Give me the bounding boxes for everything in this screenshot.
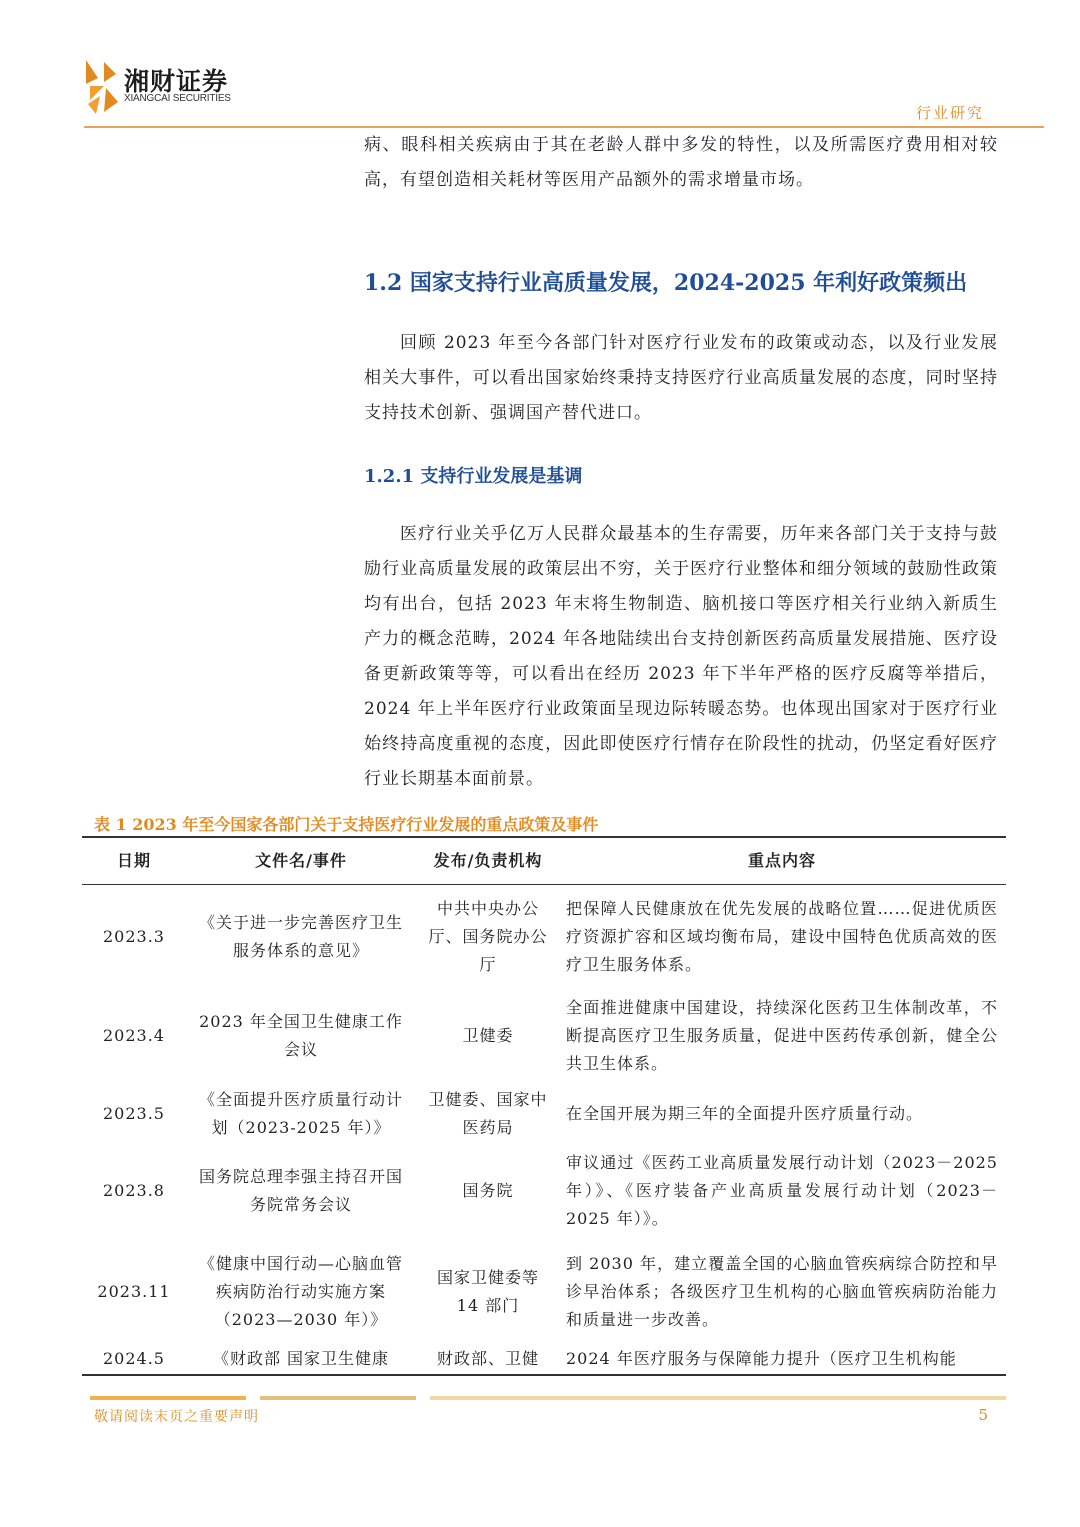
row-key: 到 2030 年，建立覆盖全国的心脑血管疾病综合防控和早诊早治体系；各级医疗卫生机构的心脑血管疾病防治能力和质量进一步改善。 — [566, 1254, 998, 1329]
row-org: 国家卫健委等 14 部门 — [436, 1268, 539, 1315]
subsection-heading: 1.2.1 支持行业发展是基调 — [364, 466, 583, 487]
page-number: 5 — [978, 1406, 988, 1424]
table-row — [82, 1244, 1006, 1340]
policy-table — [82, 838, 1006, 1374]
footer-color-bars — [90, 1396, 1006, 1400]
header-doc: 文件名/事件 — [255, 851, 347, 870]
row-date: 2023.4 — [103, 1026, 165, 1045]
row-org: 财政部、卫健 — [436, 1349, 539, 1368]
row-date: 2023.5 — [103, 1104, 165, 1123]
row-doc: 《财政部 国家卫生健康 — [212, 1349, 390, 1368]
row-org: 卫健委、国家中医药局 — [428, 1090, 548, 1137]
row-key: 在全国开展为期三年的全面提升医疗质量行动。 — [566, 1104, 924, 1123]
row-key: 全面推进健康中国建设，持续深化医药卫生体制改革，不断提高医疗卫生服务质量，促进中医药传承创新，健全公共卫生体系。 — [566, 998, 998, 1073]
row-doc: 《关于进一步完善医疗卫生服务体系的意见》 — [198, 913, 403, 960]
header-org: 发布/负责机构 — [433, 851, 543, 870]
logo-mark-icon — [82, 56, 122, 116]
table-row — [82, 888, 1006, 986]
table-row — [82, 1344, 1006, 1374]
row-date: 2023.11 — [97, 1282, 171, 1301]
section-label: 行业研究 — [915, 104, 984, 122]
row-org: 卫健委 — [462, 1026, 514, 1045]
section-heading: 1.2 国家支持行业高质量发展，2024-2025 年利好政策频出 — [364, 270, 968, 296]
header-date: 日期 — [116, 851, 151, 870]
row-doc: 《全面提升医疗质量行动计划（2023-2025 年）》 — [198, 1090, 403, 1137]
table-row — [82, 988, 1006, 1084]
row-key: 把保障人民健康放在优先发展的战略位置……促进优质医疗资源扩容和区域均衡布局，建设中国特色优质高效的医疗卫生服务体系。 — [566, 899, 998, 974]
footer-bar — [260, 1396, 416, 1400]
footer-bar — [430, 1396, 1006, 1400]
row-doc: 《健康中国行动—心脑血管疾病防治行动实施方案（2023—2030 年）》 — [198, 1254, 403, 1329]
paragraph-continuation: 病、眼科相关疾病由于其在老龄人群中多发的特性，以及所需医疗费用相对较高，有望创造相关耗材等医用产品额外的需求增量市场。 — [364, 135, 998, 190]
row-org: 国务院 — [462, 1181, 514, 1200]
row-doc: 2023 年全国卫生健康工作会议 — [199, 1012, 403, 1059]
row-doc: 国务院总理李强主持召开国务院常务会议 — [198, 1167, 403, 1214]
row-key: 审议通过《医药工业高质量发展行动计划（2023－2025 年）》、《医疗装备产业高质量发展行动计划（2023－2025 年）》。 — [566, 1153, 998, 1228]
brand-name-en: XIANGCAI SECURITIES — [124, 93, 231, 104]
paragraph-review: 回顾 2023 年至今各部门针对医疗行业发布的政策或动态，以及行业发展相关大事件，可以看出国家始终秉持支持医疗行业高质量发展的态度，同时坚持支持技术创新、强调国产替代进口。 — [364, 333, 998, 423]
header-key: 重点内容 — [747, 851, 816, 870]
row-date: 2024.5 — [103, 1349, 165, 1368]
brand-name-cn: 湘财证券 — [124, 67, 229, 96]
table-caption: 表 1 2023 年至今国家各部门关于支持医疗行业发展的重点政策及事件 — [94, 815, 599, 834]
table-bottom-rule — [82, 1374, 1006, 1376]
company-logo — [82, 56, 232, 118]
table-row — [82, 1086, 1006, 1142]
row-key: 2024 年医疗服务与保障能力提升（医疗卫生机构能 — [566, 1349, 957, 1368]
row-date: 2023.8 — [103, 1181, 165, 1200]
row-date: 2023.3 — [103, 927, 165, 946]
table-row — [82, 1146, 1006, 1236]
footer-disclaimer: 敬请阅读末页之重要声明 — [94, 1409, 259, 1425]
paragraph-policy: 医疗行业关乎亿万人民群众最基本的生存需要，历年来各部门关于支持与鼓励行业高质量发展的政策层出不穷，关于医疗行业整体和细分领域的鼓励性政策均有出台，包括 2023 年末将生物制造、脑机接口等医疗相关行业纳入新质生产力的概念范畴，2024 年各地陆续出台支持创新医药高质量发展措施、医疗设备更新政策等等，可以看出在经历 2023 年下半年严格的医疗反腐等举措后，2024 年上半年医疗行业政策面呈现边际转暖态势。也体现出国家对于医疗行业始终持高度重视的态度，因此即使医疗行情存在阶段性的扰动，仍坚定看好医疗行业长期基本面前景。 — [364, 524, 998, 789]
footer-bar — [90, 1396, 246, 1400]
table-header-row — [82, 838, 1006, 884]
row-org: 中共中央办公厅、国务院办公厅 — [428, 899, 548, 974]
